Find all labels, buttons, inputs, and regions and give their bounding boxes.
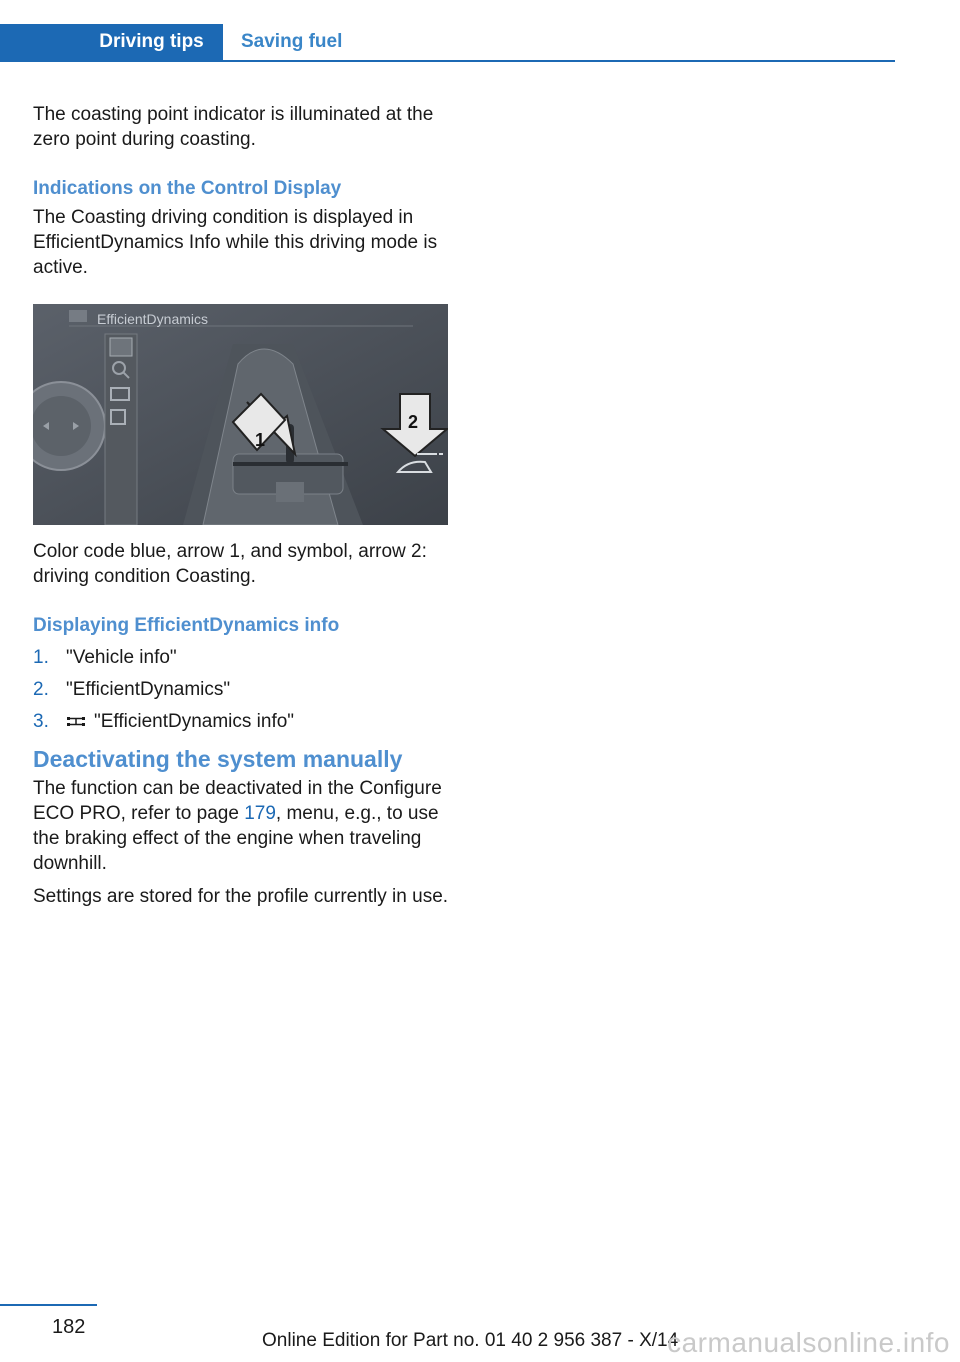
step-number: 3. (33, 711, 49, 732)
paragraph-text: , menu, e.g., to use the braking effect of the engine when traveling downhill. (33, 803, 439, 874)
step-number: 1. (33, 647, 49, 668)
content-column (33, 102, 453, 909)
step-text: "EfficientDynamics info" (94, 711, 295, 732)
header-rule (0, 60, 895, 62)
page-179-link[interactable]: 179 (244, 803, 276, 824)
screen-menu-icon (69, 310, 87, 322)
step-text: "EfficientDynamics" (66, 679, 231, 700)
step-number: 2. (33, 679, 49, 700)
list-item (33, 674, 453, 706)
page-header (0, 24, 895, 62)
step-text: "Vehicle info" (66, 647, 177, 668)
control-display-figure (33, 304, 448, 525)
page-number: 182 (52, 1316, 86, 1338)
figure-caption: Color code blue, arrow 1, and symbol, arrow 2: driving condition Coasting. (33, 541, 427, 587)
paragraph-coasting-displayed: The Coasting driving condition is displayed in EfficientDynamics Info while this driving mode is active. (33, 207, 438, 278)
heading-deactivating: Deactivating the system manually (33, 746, 403, 772)
efficientdynamics-info-icon (66, 714, 86, 728)
subheading-control-display: Indications on the Control Display (33, 178, 342, 199)
steps-list (33, 642, 453, 738)
screen-title: EfficientDynamics (97, 311, 209, 327)
paragraph-coasting-point: The coasting point indicator is illuminated at the zero point during coasting. (33, 104, 434, 150)
list-item (33, 642, 453, 674)
chart-icon (110, 338, 132, 356)
subheading-displaying-info: Displaying EfficientDynamics info (33, 615, 340, 636)
paragraph-deactivate (33, 776, 453, 876)
watermark: carmanualsonline.info (667, 1327, 950, 1358)
edition-line: Online Edition for Part no. 01 40 2 956 387 - X/14 (262, 1330, 679, 1351)
section-tab[interactable]: Saving fuel (241, 31, 343, 52)
list-item (33, 706, 453, 738)
arrow-1-label: 1 (255, 430, 266, 450)
chapter-tab[interactable]: Driving tips (0, 24, 223, 60)
arrow-2-label: 2 (408, 412, 419, 432)
footer-rule (0, 1304, 97, 1306)
paragraph-settings-stored: Settings are stored for the profile currently in use. (33, 886, 449, 907)
control-display-image (33, 304, 448, 525)
paragraph-text: The function can be deactivated in the Configure ECO PRO, refer to page (33, 778, 442, 824)
